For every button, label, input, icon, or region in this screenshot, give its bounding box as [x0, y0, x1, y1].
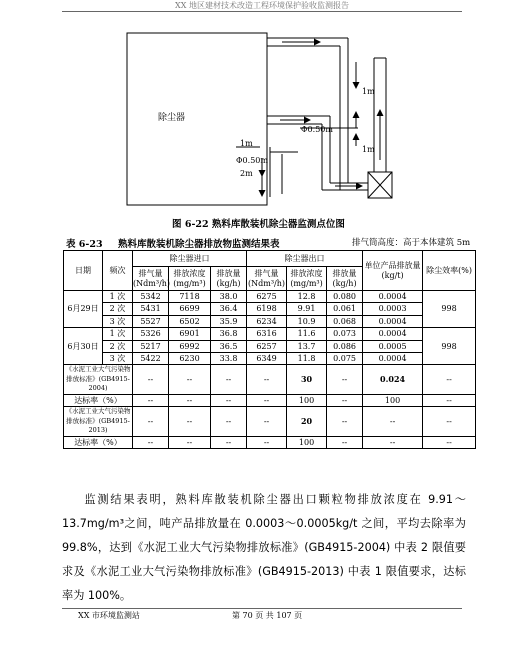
dash-cell: -- [169, 407, 211, 437]
dash-cell: -- [211, 436, 247, 448]
in-gas-cell: 5342 [133, 291, 169, 303]
in-rate-cell: 35.9 [211, 315, 247, 327]
header-in-conc: 排放浓度(mg/m³) [169, 267, 211, 291]
unit-cell: 0.0005 [363, 340, 423, 352]
dash-cell: -- [423, 365, 476, 395]
pass-rate-conc: 100 [287, 394, 327, 406]
header-unit-emission: 单位产品排放量(kg/t) [363, 251, 423, 291]
dash-cell: -- [211, 407, 247, 437]
dash-cell: -- [327, 407, 363, 437]
out-gas-cell: 6257 [247, 340, 287, 352]
removal-cell: 998 [423, 291, 476, 328]
dash-cell: -- [247, 365, 287, 395]
figure-caption: 图 6-22 熟料库散装机除尘器监测点位图 [172, 219, 345, 230]
table-row [64, 291, 476, 303]
footer-page-number: 第 70 页 共 107 页 [232, 611, 303, 620]
in-rate-cell: 36.4 [211, 303, 247, 315]
out-rate-cell: 0.073 [327, 328, 363, 340]
out-gas-cell: 6198 [247, 303, 287, 315]
table-row [64, 315, 476, 327]
standard-2013-row [64, 407, 476, 437]
dim-label-1m-right: 1m [362, 87, 375, 96]
dust-collector-box [127, 33, 267, 205]
out-gas-cell: 6349 [247, 352, 287, 364]
standard-2013-conc: 20 [287, 407, 327, 437]
dash-cell: -- [169, 365, 211, 395]
freq-cell: 3 次 [103, 315, 133, 327]
dash-cell: -- [247, 394, 287, 406]
dim-label-2m: 2m [240, 169, 253, 178]
dia-label-left: Φ0.50m [236, 156, 268, 165]
dash-cell: -- [247, 407, 287, 437]
in-rate-cell: 36.8 [211, 328, 247, 340]
in-rate-cell: 33.8 [211, 352, 247, 364]
date-cell: 6月30日 [64, 328, 103, 365]
out-conc-cell: 10.9 [287, 315, 327, 327]
dash-cell: -- [327, 394, 363, 406]
out-gas-cell: 6316 [247, 328, 287, 340]
out-rate-cell: 0.086 [327, 340, 363, 352]
header-in-rate: 排放量(kg/h) [211, 267, 247, 291]
header-date: 日期 [64, 251, 103, 291]
in-gas-cell: 5217 [133, 340, 169, 352]
unit-cell: 0.0004 [363, 328, 423, 340]
out-gas-cell: 6234 [247, 315, 287, 327]
out-conc-cell: 11.6 [287, 328, 327, 340]
out-rate-cell: 0.061 [327, 303, 363, 315]
dash-cell: -- [211, 394, 247, 406]
dash-cell: -- [211, 365, 247, 395]
pass-rate-label: 达标率（%） [64, 436, 133, 448]
standard-2004-row [64, 365, 476, 395]
dash-cell: -- [423, 436, 476, 448]
table-row [64, 303, 476, 315]
standard-2004-unit: 0.024 [363, 365, 423, 395]
footer-rule [62, 608, 462, 609]
removal-cell: 998 [423, 328, 476, 365]
in-gas-cell: 5422 [133, 352, 169, 364]
standard-2013-label: 《水泥工业大气污染物排放标准》(GB4915-2013) [65, 407, 131, 435]
in-rate-cell: 38.0 [211, 291, 247, 303]
unit-cell: 0.0004 [363, 315, 423, 327]
dash-cell: -- [423, 407, 476, 437]
out-rate-cell: 0.075 [327, 352, 363, 364]
header-frequency: 频次 [103, 251, 133, 291]
emission-results-table [63, 250, 476, 449]
out-rate-cell: 0.080 [327, 291, 363, 303]
header-removal-efficiency: 除尘效率(%) [423, 251, 476, 291]
date-cell: 6月29日 [64, 291, 103, 328]
dash-cell: -- [327, 365, 363, 395]
group-0 [64, 291, 476, 328]
dash-cell: -- [423, 394, 476, 406]
table-row [64, 340, 476, 352]
dash-cell: -- [169, 436, 211, 448]
in-conc-cell: 6901 [169, 328, 211, 340]
header-inlet: 除尘器进口 [133, 251, 247, 267]
unit-cell: 0.0003 [363, 303, 423, 315]
header-in-gas: 排气量(Ndm³/h) [133, 267, 169, 291]
table-number: 表 6-23 [66, 239, 103, 250]
freq-cell: 2 次 [103, 303, 133, 315]
out-conc-cell: 12.8 [287, 291, 327, 303]
table-row [64, 328, 476, 340]
dash-cell: -- [133, 394, 169, 406]
out-conc-cell: 13.7 [287, 340, 327, 352]
unit-cell: 0.0004 [363, 291, 423, 303]
page-header: XX 地区建材技术改造工程环境保护验收监测报告 [175, 1, 349, 10]
freq-cell: 1 次 [103, 328, 133, 340]
footer-organization: XX 市环境监测站 [78, 611, 140, 620]
in-gas-cell: 5326 [133, 328, 169, 340]
in-rate-cell: 36.5 [211, 340, 247, 352]
dash-cell: -- [363, 436, 423, 448]
pass-rate-2013-row [64, 436, 476, 448]
in-conc-cell: 6230 [169, 352, 211, 364]
dust-collector-label: 除尘器 [158, 113, 186, 123]
out-conc-cell: 9.91 [287, 303, 327, 315]
pass-rate-unit: 100 [363, 394, 423, 406]
out-gas-cell: 6275 [247, 291, 287, 303]
header-out-rate: 排放量(kg/h) [327, 267, 363, 291]
dash-cell: -- [133, 365, 169, 395]
table-note: 排气筒高度：高于本体建筑 5m [352, 238, 471, 248]
header-outlet: 除尘器出口 [247, 251, 363, 267]
dash-cell: -- [363, 407, 423, 437]
dia-label-right: Φ0.50m [301, 125, 333, 134]
dim-label-1m-left: 1m [240, 139, 253, 148]
pass-rate-label: 达标率（%） [64, 394, 133, 406]
header-out-gas: 排气量(Ndm³/h) [247, 267, 287, 291]
table-title: 熟料库散装机除尘器排放物监测结果表 [118, 239, 280, 250]
freq-cell: 1 次 [103, 291, 133, 303]
header-out-conc: 排放浓度(mg/m³) [287, 267, 327, 291]
standard-2004-conc: 30 [287, 365, 327, 395]
conclusion-paragraph: 监测结果表明，熟料库散装机除尘器出口颗粒物排放浓度在 9.91～13.7mg/m³之间，吨产品排放量在 0.0003～0.0005kg/t 之间，平均去除率为 99.8%，达到《水泥工业大气污染物排放标准》(GB4915-2004) 中表 2 限值要求及《水泥工业大气污染物排放标准》(GB4915-2013) 中表 1 限值要求，达标率为 100%。 [62, 493, 466, 602]
out-conc-cell: 11.8 [287, 352, 327, 364]
pass-rate-2004-row [64, 394, 476, 406]
freq-cell: 2 次 [103, 340, 133, 352]
dash-cell: -- [133, 436, 169, 448]
unit-cell: 0.0004 [363, 352, 423, 364]
dash-cell: -- [169, 394, 211, 406]
table-row [64, 352, 476, 364]
in-conc-cell: 6699 [169, 303, 211, 315]
dash-cell: -- [327, 436, 363, 448]
in-conc-cell: 6502 [169, 315, 211, 327]
dim-label-1m-right-lower: 1m [362, 145, 375, 154]
in-conc-cell: 6992 [169, 340, 211, 352]
dash-cell: -- [133, 407, 169, 437]
in-conc-cell: 7118 [169, 291, 211, 303]
out-rate-cell: 0.068 [327, 315, 363, 327]
in-gas-cell: 5431 [133, 303, 169, 315]
in-gas-cell: 5527 [133, 315, 169, 327]
monitoring-point-diagram [0, 0, 517, 215]
group-1 [64, 328, 476, 365]
freq-cell: 3 次 [103, 352, 133, 364]
pass-rate-conc: 100 [287, 436, 327, 448]
standard-2004-label: 《水泥工业大气污染物排放标准》(GB4915-2004) [65, 365, 131, 393]
dash-cell: -- [247, 436, 287, 448]
